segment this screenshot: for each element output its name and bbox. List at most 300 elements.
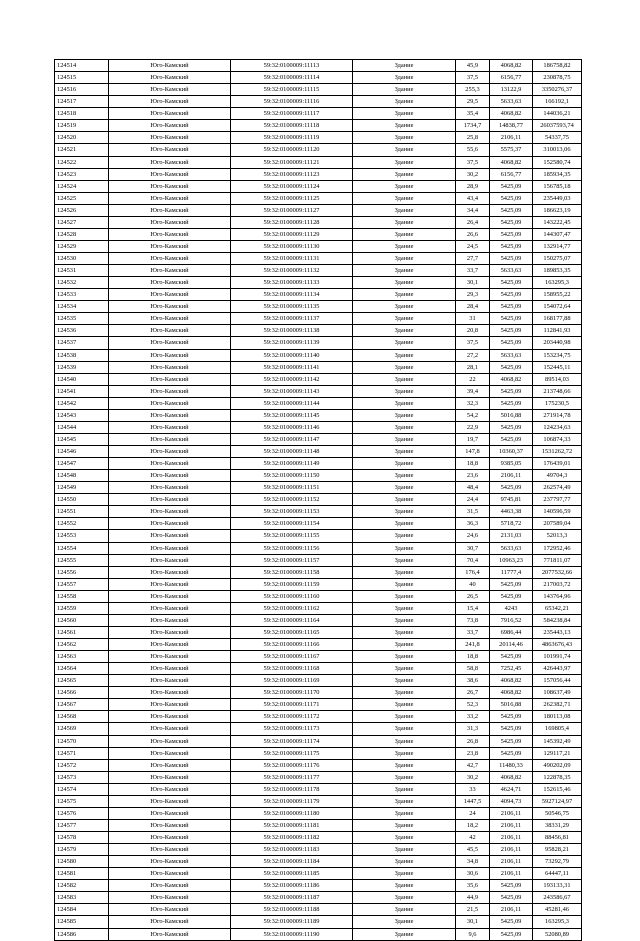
area-cell: 24,4 [456,494,490,506]
area-cell: 34,8 [456,856,490,868]
cadastral-value-cell: 158955,22 [533,289,582,301]
table-row [55,373,582,385]
cadastral-number-cell: 59:32:0100009:11181 [231,819,353,831]
record-number-cell: 124514 [55,60,109,72]
area-cell: 28,4 [456,301,490,313]
unit-value-cell: 4068,82 [490,60,533,72]
area-cell: 24,6 [456,530,490,542]
area-cell: 21,5 [456,904,490,916]
cadastral-number-cell: 59:32:0100009:11153 [231,506,353,518]
unit-value-cell: 5425,09 [490,723,533,735]
cadastral-number-cell: 59:32:0100009:11182 [231,832,353,844]
district-cell: Юго-Камский [109,614,231,626]
table-row [55,325,582,337]
unit-value-cell: 9385,05 [490,458,533,470]
district-cell: Юго-Камский [109,470,231,482]
cadastral-value-cell: 2077532,66 [533,566,582,578]
table-row [55,699,582,711]
record-number-cell: 124517 [55,96,109,108]
area-cell: 55,6 [456,144,490,156]
object-type-cell: Здание [353,373,456,385]
unit-value-cell: 14838,77 [490,120,533,132]
record-number-cell: 124583 [55,892,109,904]
unit-value-cell: 7252,45 [490,663,533,675]
record-number-cell: 124579 [55,844,109,856]
object-type-cell: Здание [353,180,456,192]
record-number-cell: 124553 [55,530,109,542]
unit-value-cell: 5425,09 [490,482,533,494]
object-type-cell: Здание [353,566,456,578]
district-cell: Юго-Камский [109,204,231,216]
object-type-cell: Здание [353,60,456,72]
record-number-cell: 124533 [55,289,109,301]
object-type-cell: Здание [353,771,456,783]
record-number-cell: 124538 [55,349,109,361]
district-cell: Юго-Камский [109,880,231,892]
cadastral-number-cell: 59:32:0100009:11147 [231,433,353,445]
record-number-cell: 124520 [55,132,109,144]
cadastral-number-cell: 59:32:0100009:11188 [231,904,353,916]
object-type-cell: Здание [353,518,456,530]
district-cell: Юго-Камский [109,144,231,156]
cadastral-number-cell: 59:32:0100009:11179 [231,795,353,807]
record-number-cell: 124540 [55,373,109,385]
unit-value-cell: 2106,11 [490,832,533,844]
cadastral-value-cell: 262382,71 [533,699,582,711]
cadastral-value-cell: 213748,66 [533,385,582,397]
district-cell: Юго-Камский [109,265,231,277]
table-row [55,96,582,108]
cadastral-value-cell: 271914,78 [533,409,582,421]
record-number-cell: 124532 [55,277,109,289]
district-cell: Юго-Камский [109,60,231,72]
cadastral-value-cell: 122878,35 [533,771,582,783]
record-number-cell: 124542 [55,397,109,409]
unit-value-cell: 11777,4 [490,566,533,578]
area-cell: 44,9 [456,892,490,904]
unit-value-cell: 5575,37 [490,144,533,156]
district-cell: Юго-Камский [109,795,231,807]
cadastral-value-cell: 129117,21 [533,747,582,759]
cadastral-value-cell: 235443,13 [533,626,582,638]
record-number-cell: 124567 [55,699,109,711]
unit-value-cell: 13122,9 [490,84,533,96]
cadastral-value-cell: 189853,35 [533,265,582,277]
district-cell: Юго-Камский [109,96,231,108]
area-cell: 73,8 [456,614,490,626]
area-cell: 30,7 [456,542,490,554]
cadastral-value-cell: 5927124,97 [533,795,582,807]
cadastral-number-cell: 59:32:0100009:11170 [231,687,353,699]
area-cell: 23,6 [456,470,490,482]
unit-value-cell: 4068,82 [490,687,533,699]
object-type-cell: Здание [353,482,456,494]
unit-value-cell: 5016,88 [490,409,533,421]
unit-value-cell: 2106,11 [490,470,533,482]
record-number-cell: 124551 [55,506,109,518]
cadastral-number-cell: 59:32:0100009:11124 [231,180,353,192]
district-cell: Юго-Камский [109,108,231,120]
cadastral-value-cell: 89514,03 [533,373,582,385]
cadastral-number-cell: 59:32:0100009:11177 [231,771,353,783]
cadastral-number-cell: 59:32:0100009:11135 [231,301,353,313]
object-type-cell: Здание [353,916,456,928]
area-cell: 45,5 [456,844,490,856]
area-cell: 19,7 [456,433,490,445]
district-cell: Юго-Камский [109,626,231,638]
cadastral-number-cell: 59:32:0100009:11145 [231,409,353,421]
cadastral-value-cell: 186758,82 [533,60,582,72]
record-number-cell: 124531 [55,265,109,277]
table-row [55,578,582,590]
area-cell: 54,2 [456,409,490,421]
object-type-cell: Здание [353,325,456,337]
record-number-cell: 124585 [55,916,109,928]
district-cell: Юго-Камский [109,433,231,445]
object-type-cell: Здание [353,385,456,397]
unit-value-cell: 2106,11 [490,819,533,831]
table-row [55,651,582,663]
district-cell: Юго-Камский [109,651,231,663]
district-cell: Юго-Камский [109,542,231,554]
cadastral-number-cell: 59:32:0100009:11155 [231,530,353,542]
table-row [55,228,582,240]
unit-value-cell: 5425,09 [490,313,533,325]
table-row [55,928,582,940]
area-cell: 28,9 [456,180,490,192]
table-row [55,916,582,928]
area-cell: 147,8 [456,446,490,458]
district-cell: Юго-Камский [109,385,231,397]
table-body [55,60,582,941]
cadastral-value-cell: 186623,19 [533,204,582,216]
district-cell: Юго-Камский [109,72,231,84]
area-cell: 42,7 [456,759,490,771]
object-type-cell: Здание [353,337,456,349]
district-cell: Юго-Камский [109,566,231,578]
record-number-cell: 124546 [55,446,109,458]
district-cell: Юго-Камский [109,844,231,856]
district-cell: Юго-Камский [109,228,231,240]
object-type-cell: Здание [353,663,456,675]
unit-value-cell: 5633,63 [490,542,533,554]
unit-value-cell: 5718,72 [490,518,533,530]
cadastral-value-cell: 64447,11 [533,868,582,880]
unit-value-cell: 5425,09 [490,578,533,590]
area-cell: 29,5 [456,96,490,108]
cadastral-number-cell: 59:32:0100009:11129 [231,228,353,240]
area-cell: 33,2 [456,711,490,723]
district-cell: Юго-Камский [109,216,231,228]
record-number-cell: 124578 [55,832,109,844]
cadastral-value-cell: 203440,98 [533,337,582,349]
record-number-cell: 124554 [55,542,109,554]
object-type-cell: Здание [353,807,456,819]
record-number-cell: 124577 [55,819,109,831]
table-row [55,385,582,397]
cadastral-value-cell: 154072,64 [533,301,582,313]
cadastral-value-cell: 152580,74 [533,156,582,168]
cadastral-number-cell: 59:32:0100009:11117 [231,108,353,120]
table-row [55,60,582,72]
cadastral-value-cell: 73292,79 [533,856,582,868]
cadastral-number-cell: 59:32:0100009:11167 [231,651,353,663]
cadastral-number-cell: 59:32:0100009:11130 [231,240,353,252]
unit-value-cell: 2106,11 [490,856,533,868]
cadastral-number-cell: 59:32:0100009:11149 [231,458,353,470]
cadastral-number-cell: 59:32:0100009:11138 [231,325,353,337]
cadastral-number-cell: 59:32:0100009:11133 [231,277,353,289]
area-cell: 34,4 [456,204,490,216]
area-cell: 39,4 [456,385,490,397]
cadastral-value-cell: 168177,88 [533,313,582,325]
record-number-cell: 124556 [55,566,109,578]
area-cell: 58,8 [456,663,490,675]
record-number-cell: 124563 [55,651,109,663]
cadastral-value-cell: 175230,5 [533,397,582,409]
cadastral-number-cell: 59:32:0100009:11115 [231,84,353,96]
table-row [55,313,582,325]
unit-value-cell: 2131,03 [490,530,533,542]
table-row [55,614,582,626]
unit-value-cell: 5425,09 [490,325,533,337]
record-number-cell: 124534 [55,301,109,313]
record-number-cell: 124544 [55,421,109,433]
area-cell: 18,8 [456,651,490,663]
district-cell: Юго-Камский [109,711,231,723]
object-type-cell: Здание [353,421,456,433]
cadastral-value-cell: 65342,21 [533,602,582,614]
unit-value-cell: 4068,82 [490,108,533,120]
object-type-cell: Здание [353,578,456,590]
object-type-cell: Здание [353,928,456,940]
unit-value-cell: 4094,73 [490,795,533,807]
record-number-cell: 124564 [55,663,109,675]
cadastral-value-cell: 193133,31 [533,880,582,892]
table-row [55,747,582,759]
area-cell: 30,2 [456,168,490,180]
record-number-cell: 124581 [55,868,109,880]
object-type-cell: Здание [353,96,456,108]
unit-value-cell: 7916,52 [490,614,533,626]
record-number-cell: 124580 [55,856,109,868]
area-cell: 176,4 [456,566,490,578]
object-type-cell: Здание [353,795,456,807]
table-row [55,168,582,180]
cadastral-number-cell: 59:32:0100009:11176 [231,759,353,771]
table-row [55,542,582,554]
district-cell: Юго-Камский [109,663,231,675]
object-type-cell: Здание [353,675,456,687]
area-cell: 27,7 [456,253,490,265]
record-number-cell: 124528 [55,228,109,240]
cadastral-value-cell: 207589,04 [533,518,582,530]
object-type-cell: Здание [353,651,456,663]
record-number-cell: 124535 [55,313,109,325]
record-number-cell: 124550 [55,494,109,506]
record-number-cell: 124572 [55,759,109,771]
unit-value-cell: 4463,38 [490,506,533,518]
unit-value-cell: 5425,09 [490,289,533,301]
cadastral-value-cell: 176439,01 [533,458,582,470]
district-cell: Юго-Камский [109,361,231,373]
object-type-cell: Здание [353,590,456,602]
cadastral-number-cell: 59:32:0100009:11116 [231,96,353,108]
unit-value-cell: 4624,71 [490,783,533,795]
area-cell: 37,5 [456,337,490,349]
cadastral-number-cell: 59:32:0100009:11114 [231,72,353,84]
cadastral-value-cell: 1531262,72 [533,446,582,458]
record-number-cell: 124582 [55,880,109,892]
table-row [55,204,582,216]
cadastral-value-cell: 185934,35 [533,168,582,180]
area-cell: 42 [456,832,490,844]
area-cell: 38,6 [456,675,490,687]
table-row [55,240,582,252]
area-cell: 33 [456,783,490,795]
cadastral-number-cell: 59:32:0100009:11178 [231,783,353,795]
object-type-cell: Здание [353,759,456,771]
object-type-cell: Здание [353,409,456,421]
unit-value-cell: 5425,09 [490,928,533,940]
cadastral-value-cell: 49704,3 [533,470,582,482]
table-row [55,192,582,204]
cadastral-number-cell: 59:32:0100009:11190 [231,928,353,940]
table-row [55,397,582,409]
unit-value-cell: 5425,09 [490,361,533,373]
cadastral-number-cell: 59:32:0100009:11119 [231,132,353,144]
cadastral-value-cell: 163295,3 [533,277,582,289]
object-type-cell: Здание [353,132,456,144]
table-row [55,470,582,482]
district-cell: Юго-Камский [109,409,231,421]
cadastral-value-cell: 152445,11 [533,361,582,373]
cadastral-value-table [54,59,582,941]
cadastral-value-cell: 54337,75 [533,132,582,144]
table-row [55,156,582,168]
cadastral-number-cell: 59:32:0100009:11180 [231,807,353,819]
table-row [55,554,582,566]
cadastral-number-cell: 59:32:0100009:11186 [231,880,353,892]
record-number-cell: 124536 [55,325,109,337]
object-type-cell: Здание [353,735,456,747]
district-cell: Юго-Камский [109,156,231,168]
area-cell: 43,4 [456,192,490,204]
record-number-cell: 124537 [55,337,109,349]
table-row [55,892,582,904]
district-cell: Юго-Камский [109,723,231,735]
table-row [55,277,582,289]
area-cell: 35,6 [456,880,490,892]
object-type-cell: Здание [353,880,456,892]
object-type-cell: Здание [353,844,456,856]
object-type-cell: Здание [353,819,456,831]
record-number-cell: 124569 [55,723,109,735]
cadastral-number-cell: 59:32:0100009:11151 [231,482,353,494]
object-type-cell: Здание [353,253,456,265]
record-number-cell: 124525 [55,192,109,204]
object-type-cell: Здание [353,602,456,614]
cadastral-number-cell: 59:32:0100009:11137 [231,313,353,325]
unit-value-cell: 5425,09 [490,735,533,747]
district-cell: Юго-Камский [109,892,231,904]
cadastral-value-cell: 132914,77 [533,240,582,252]
object-type-cell: Здание [353,470,456,482]
object-type-cell: Здание [353,904,456,916]
table-row [55,289,582,301]
cadastral-value-cell: 169805,4 [533,723,582,735]
district-cell: Юго-Камский [109,313,231,325]
unit-value-cell: 5425,09 [490,192,533,204]
cadastral-number-cell: 59:32:0100009:11171 [231,699,353,711]
object-type-cell: Здание [353,192,456,204]
cadastral-value-cell: 166192,1 [533,96,582,108]
unit-value-cell: 2106,11 [490,844,533,856]
table-row [55,518,582,530]
unit-value-cell: 9745,81 [490,494,533,506]
cadastral-number-cell: 59:32:0100009:11183 [231,844,353,856]
object-type-cell: Здание [353,349,456,361]
record-number-cell: 124565 [55,675,109,687]
table-row [55,409,582,421]
table-row [55,844,582,856]
area-cell: 37,5 [456,72,490,84]
district-cell: Юго-Камский [109,253,231,265]
object-type-cell: Здание [353,446,456,458]
record-number-cell: 124552 [55,518,109,530]
district-cell: Юго-Камский [109,530,231,542]
table-row [55,530,582,542]
object-type-cell: Здание [353,530,456,542]
cadastral-value-cell: 310013,06 [533,144,582,156]
record-number-cell: 124566 [55,687,109,699]
table-row [55,506,582,518]
district-cell: Юго-Камский [109,458,231,470]
unit-value-cell: 4068,82 [490,156,533,168]
area-cell: 26,5 [456,590,490,602]
cadastral-value-cell: 145392,49 [533,735,582,747]
cadastral-number-cell: 59:32:0100009:11174 [231,735,353,747]
unit-value-cell: 5425,09 [490,433,533,445]
table-row [55,108,582,120]
area-cell: 52,3 [456,699,490,711]
cadastral-value-cell: 124234,63 [533,421,582,433]
cadastral-value-cell: 106874,33 [533,433,582,445]
cadastral-number-cell: 59:32:0100009:11160 [231,590,353,602]
record-number-cell: 124539 [55,361,109,373]
table-row [55,84,582,96]
area-cell: 241,8 [456,639,490,651]
district-cell: Юго-Камский [109,747,231,759]
table-row [55,216,582,228]
record-number-cell: 124560 [55,614,109,626]
cadastral-value-cell: 95828,21 [533,844,582,856]
record-number-cell: 124558 [55,590,109,602]
district-cell: Юго-Камский [109,192,231,204]
table-row [55,723,582,735]
object-type-cell: Здание [353,240,456,252]
cadastral-value-cell: 45281,46 [533,904,582,916]
object-type-cell: Здание [353,747,456,759]
area-cell: 32,3 [456,397,490,409]
district-cell: Юго-Камский [109,168,231,180]
cadastral-value-cell: 4863676,43 [533,639,582,651]
object-type-cell: Здание [353,783,456,795]
cadastral-value-cell: 217003,72 [533,578,582,590]
cadastral-number-cell: 59:32:0100009:11152 [231,494,353,506]
unit-value-cell: 5016,88 [490,699,533,711]
cadastral-number-cell: 59:32:0100009:11143 [231,385,353,397]
